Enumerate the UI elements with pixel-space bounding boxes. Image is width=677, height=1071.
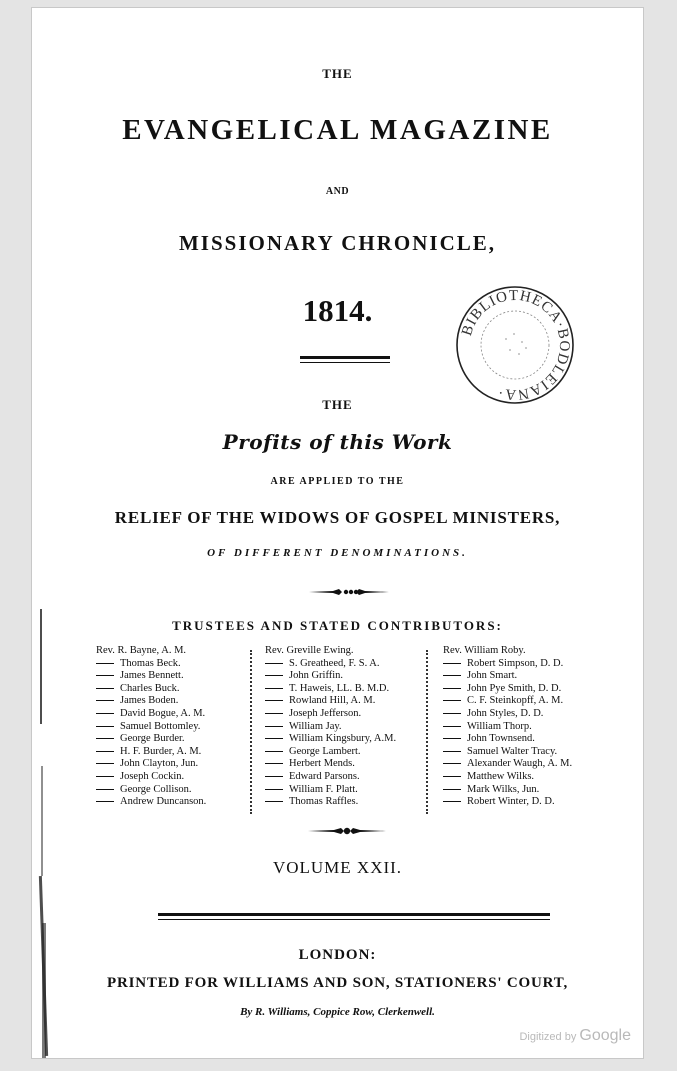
subtitle: MISSIONARY CHRONICLE, — [178, 231, 497, 255]
trustee-name: Thomas Raffles. — [289, 796, 359, 808]
trustee-name: James Boden. — [120, 695, 179, 707]
trustee-name: H. F. Burder, A. M. — [120, 745, 202, 757]
title-the: THE — [322, 66, 353, 81]
trustee-first: Rev. R. Bayne, A. M. — [96, 645, 187, 656]
trustee-first: Rev. William Roby. — [443, 645, 526, 656]
trustee-name: George Burder. — [120, 733, 185, 745]
trustee-name: Samuel Bottomley. — [120, 720, 201, 732]
profits-blackletter: Profits of this Work — [222, 430, 453, 454]
trustee-name: Edward Parsons. — [289, 770, 360, 782]
trustee-name: Joseph Jefferson. — [289, 707, 362, 719]
binding-mark — [42, 923, 46, 1058]
trustee-name: Robert Winter, D. D. — [467, 796, 555, 808]
printer-address: By R. Williams, Coppice Row, Clerkenwell. — [240, 1006, 435, 1018]
trustee-name: T. Haweis, LL. B. M.D. — [289, 682, 390, 694]
trustee-name: Robert Simpson, D. D. — [467, 657, 564, 669]
bodleian-library-stamp — [454, 284, 576, 406]
binding-mark — [40, 609, 42, 724]
google-logo: Google — [579, 1027, 631, 1044]
trustees-column-2 — [265, 645, 396, 809]
trustee-name: James Bennett. — [120, 670, 184, 682]
trustee-name: George Collison. — [120, 783, 192, 795]
london-heading: LONDON: — [298, 947, 377, 963]
double-rule-top — [300, 356, 390, 359]
trustee-name: Joseph Cockin. — [120, 770, 185, 782]
ornament-divider-icon — [309, 587, 389, 597]
year: 1814. — [302, 293, 373, 328]
trustee-name: George Lambert. — [289, 745, 361, 757]
trustee-name: John Townsend. — [467, 733, 535, 745]
trustee-name: Charles Buck. — [120, 682, 180, 694]
trustee-name: William F. Platt. — [289, 783, 358, 795]
trustee-name: Mark Wilks, Jun. — [467, 783, 540, 795]
trustee-name: William Jay. — [289, 720, 342, 732]
trustee-name: C. F. Steinkopff, A. M. — [467, 695, 564, 707]
ornament-divider-icon — [308, 826, 386, 836]
thin-rule — [158, 919, 550, 920]
scanned-page — [31, 7, 644, 1059]
applied-text: ARE APPLIED TO THE — [270, 476, 405, 487]
trustee-name: John Griffin. — [289, 670, 344, 682]
trustee-first: Rev. Greville Ewing. — [265, 645, 354, 656]
trustees-heading: TRUSTEES AND STATED CONTRIBUTORS: — [172, 618, 503, 633]
trustee-name: Samuel Walter Tracy. — [467, 745, 558, 757]
title-and: AND — [325, 186, 350, 197]
trustee-name: William Kingsbury, A.M. — [289, 733, 397, 745]
trustee-name: John Pye Smith, D. D. — [467, 682, 562, 694]
trustee-name: David Bogue, A. M. — [120, 707, 206, 719]
printer-line: PRINTED FOR WILLIAMS AND SON, STATIONERS' COURT, — [107, 975, 568, 991]
trustee-name: Matthew Wilks. — [467, 770, 535, 782]
trustee-name: Rowland Hill, A. M. — [289, 695, 376, 707]
trustee-name: S. Greatheed, F. S. A. — [289, 657, 380, 669]
double-rule-bottom — [300, 362, 390, 363]
trustees-column-1 — [96, 645, 206, 809]
trustee-name: Alexander Waugh, A. M. — [467, 758, 573, 770]
column-brace-1 — [250, 650, 256, 814]
trustee-name: Thomas Beck. — [120, 657, 181, 669]
relief-line: RELIEF OF THE WIDOWS OF GOSPEL MINISTERS, — [114, 508, 561, 527]
svg-text:BIBLIOTHECA·BODLEIANA·: BIBLIOTHECA·BODLEIANA· — [459, 287, 573, 403]
trustee-name: Herbert Mends. — [289, 758, 355, 770]
trustee-name: Andrew Duncanson. — [120, 796, 207, 808]
digitized-by-google-watermark: Digitized by Google — [519, 1027, 631, 1044]
trustees-column-3 — [443, 645, 572, 809]
column-brace-2 — [426, 650, 432, 814]
trustee-name: John Styles, D. D. — [467, 707, 544, 719]
trustee-name: William Thorp. — [467, 720, 532, 732]
trustee-name: John Smart. — [467, 670, 518, 682]
denominations-line: OF DIFFERENT DENOMINATIONS. — [207, 547, 468, 559]
section-the: THE — [322, 397, 353, 412]
main-title: EVANGELICAL MAGAZINE — [122, 114, 553, 146]
binding-mark — [41, 766, 43, 876]
volume-number: VOLUME XXII. — [272, 858, 403, 877]
trustee-name: John Clayton, Jun. — [120, 758, 199, 770]
thick-rule — [158, 913, 550, 916]
